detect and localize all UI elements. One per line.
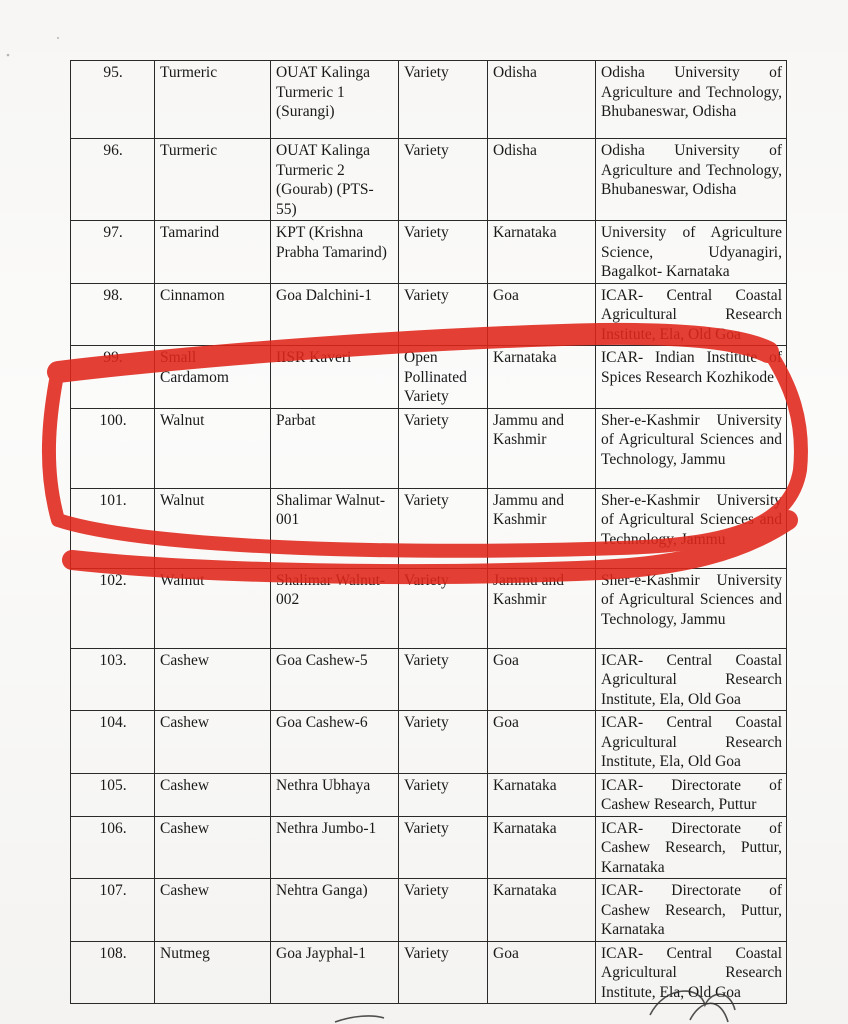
state-cell: Jammu and Kashmir	[488, 488, 596, 568]
variety-name-cell: Goa Cashew-5	[271, 648, 399, 711]
institute-cell: Odisha University of Agriculture and Technology, Bhubaneswar, Odisha	[596, 139, 787, 221]
serial-number-cell: 96.	[71, 139, 155, 221]
institute-cell: ICAR- Directorate of Cashew Research, Puttur	[596, 773, 787, 816]
state-cell: Odisha	[488, 139, 596, 221]
variety-name-cell: Shalimar Walnut-002	[271, 568, 399, 648]
table-row	[71, 488, 787, 568]
crop-cell: Walnut	[155, 408, 271, 488]
serial-number-cell: 99.	[71, 346, 155, 409]
crop-cell: Tamarind	[155, 221, 271, 284]
variety-type-cell: Variety	[399, 773, 488, 816]
faint-mark	[7, 37, 59, 56]
crop-cell: Cashew	[155, 773, 271, 816]
variety-type-cell: Variety	[399, 941, 488, 1004]
state-cell: Jammu and Kashmir	[488, 568, 596, 648]
serial-number-cell: 106.	[71, 816, 155, 879]
crop-cell: Cashew	[155, 816, 271, 879]
crop-cell: Turmeric	[155, 61, 271, 139]
institute-cell: ICAR- Directorate of Cashew Research, Puttur, Karnataka	[596, 879, 787, 942]
variety-type-cell: Variety	[399, 283, 488, 346]
state-cell: Karnataka	[488, 346, 596, 409]
institute-cell: ICAR- Central Coastal Agricultural Research Institute, Ela, Old Goa	[596, 711, 787, 774]
variety-type-cell: Variety	[399, 221, 488, 284]
variety-name-cell: IISR Kaveri	[271, 346, 399, 409]
serial-number-cell: 97.	[71, 221, 155, 284]
variety-name-cell: Shalimar Walnut-001	[271, 488, 399, 568]
crop-cell: Turmeric	[155, 139, 271, 221]
table-row	[71, 879, 787, 942]
variety-name-cell: Nehtra Ganga)	[271, 879, 399, 942]
serial-number-cell: 105.	[71, 773, 155, 816]
serial-number-cell: 98.	[71, 283, 155, 346]
crop-cell: Cinnamon	[155, 283, 271, 346]
table-row	[71, 139, 787, 221]
variety-type-cell: Variety	[399, 568, 488, 648]
table-row	[71, 648, 787, 711]
variety-type-cell: Variety	[399, 61, 488, 139]
table-row	[71, 408, 787, 488]
serial-number-cell: 102.	[71, 568, 155, 648]
state-cell: Goa	[488, 648, 596, 711]
state-cell: Goa	[488, 941, 596, 1004]
institute-cell: ICAR- Central Coastal Agricultural Research Institute, Ela, Old Goa	[596, 283, 787, 346]
table-row	[71, 346, 787, 409]
crop-cell: Walnut	[155, 568, 271, 648]
table-row	[71, 773, 787, 816]
serial-number-cell: 108.	[71, 941, 155, 1004]
variety-type-cell: Variety	[399, 648, 488, 711]
table-row	[71, 283, 787, 346]
variety-type-cell: Variety	[399, 879, 488, 942]
variety-name-cell: Nethra Ubhaya	[271, 773, 399, 816]
serial-number-cell: 104.	[71, 711, 155, 774]
variety-type-cell: Variety	[399, 408, 488, 488]
state-cell: Odisha	[488, 61, 596, 139]
state-cell: Karnataka	[488, 879, 596, 942]
institute-cell: Sher-e-Kashmir University of Agricultural Sciences and Technology, Jammu	[596, 408, 787, 488]
table-row	[71, 941, 787, 1004]
crop-cell: Walnut	[155, 488, 271, 568]
serial-number-cell: 95.	[71, 61, 155, 139]
variety-type-cell: Variety	[399, 488, 488, 568]
crop-cell: Cashew	[155, 648, 271, 711]
institute-cell: ICAR- Central Coastal Agricultural Research Institute, Ela, Old Goa	[596, 941, 787, 1004]
variety-name-cell: Parbat	[271, 408, 399, 488]
state-cell: Karnataka	[488, 816, 596, 879]
institute-cell: Sher-e-Kashmir University of Agricultural Sciences and Technology, Jammu	[596, 568, 787, 648]
serial-number-cell: 107.	[71, 879, 155, 942]
variety-type-cell: Variety	[399, 139, 488, 221]
variety-name-cell: Goa Dalchini-1	[271, 283, 399, 346]
varieties-table	[70, 60, 787, 1004]
crop-cell: Cashew	[155, 879, 271, 942]
state-cell: Karnataka	[488, 773, 596, 816]
variety-name-cell: Goa Cashew-6	[271, 711, 399, 774]
variety-name-cell: Goa Jayphal-1	[271, 941, 399, 1004]
table-row	[71, 816, 787, 879]
institute-cell: ICAR- Directorate of Cashew Research, Puttur, Karnataka	[596, 816, 787, 879]
crop-cell: Small Cardamom	[155, 346, 271, 409]
crop-cell: Nutmeg	[155, 941, 271, 1004]
state-cell: Karnataka	[488, 221, 596, 284]
institute-cell: Odisha University of Agriculture and Technology, Bhubaneswar, Odisha	[596, 61, 787, 139]
variety-name-cell: OUAT Kalinga Turmeric 2 (Gourab) (PTS-55)	[271, 139, 399, 221]
state-cell: Goa	[488, 711, 596, 774]
institute-cell: ICAR- Indian Institute of Spices Research Kozhikode	[596, 346, 787, 409]
serial-number-cell: 101.	[71, 488, 155, 568]
institute-cell: ICAR- Central Coastal Agricultural Research Institute, Ela, Old Goa	[596, 648, 787, 711]
variety-type-cell: Open Pollinated Variety	[399, 346, 488, 409]
institute-cell: University of Agriculture Science, Udyanagiri, Bagalkot- Karnataka	[596, 221, 787, 284]
serial-number-cell: 103.	[71, 648, 155, 711]
variety-type-cell: Variety	[399, 711, 488, 774]
state-cell: Jammu and Kashmir	[488, 408, 596, 488]
state-cell: Goa	[488, 283, 596, 346]
variety-name-cell: Nethra Jumbo-1	[271, 816, 399, 879]
table-row	[71, 61, 787, 139]
table-row	[71, 711, 787, 774]
institute-cell: Sher-e-Kashmir University of Agricultural Sciences and Technology, Jammu	[596, 488, 787, 568]
table-row	[71, 568, 787, 648]
variety-name-cell: OUAT Kalinga Turmeric 1 (Surangi)	[271, 61, 399, 139]
serial-number-cell: 100.	[71, 408, 155, 488]
crop-cell: Cashew	[155, 711, 271, 774]
table-row	[71, 221, 787, 284]
variety-name-cell: KPT (Krishna Prabha Tamarind)	[271, 221, 399, 284]
variety-type-cell: Variety	[399, 816, 488, 879]
